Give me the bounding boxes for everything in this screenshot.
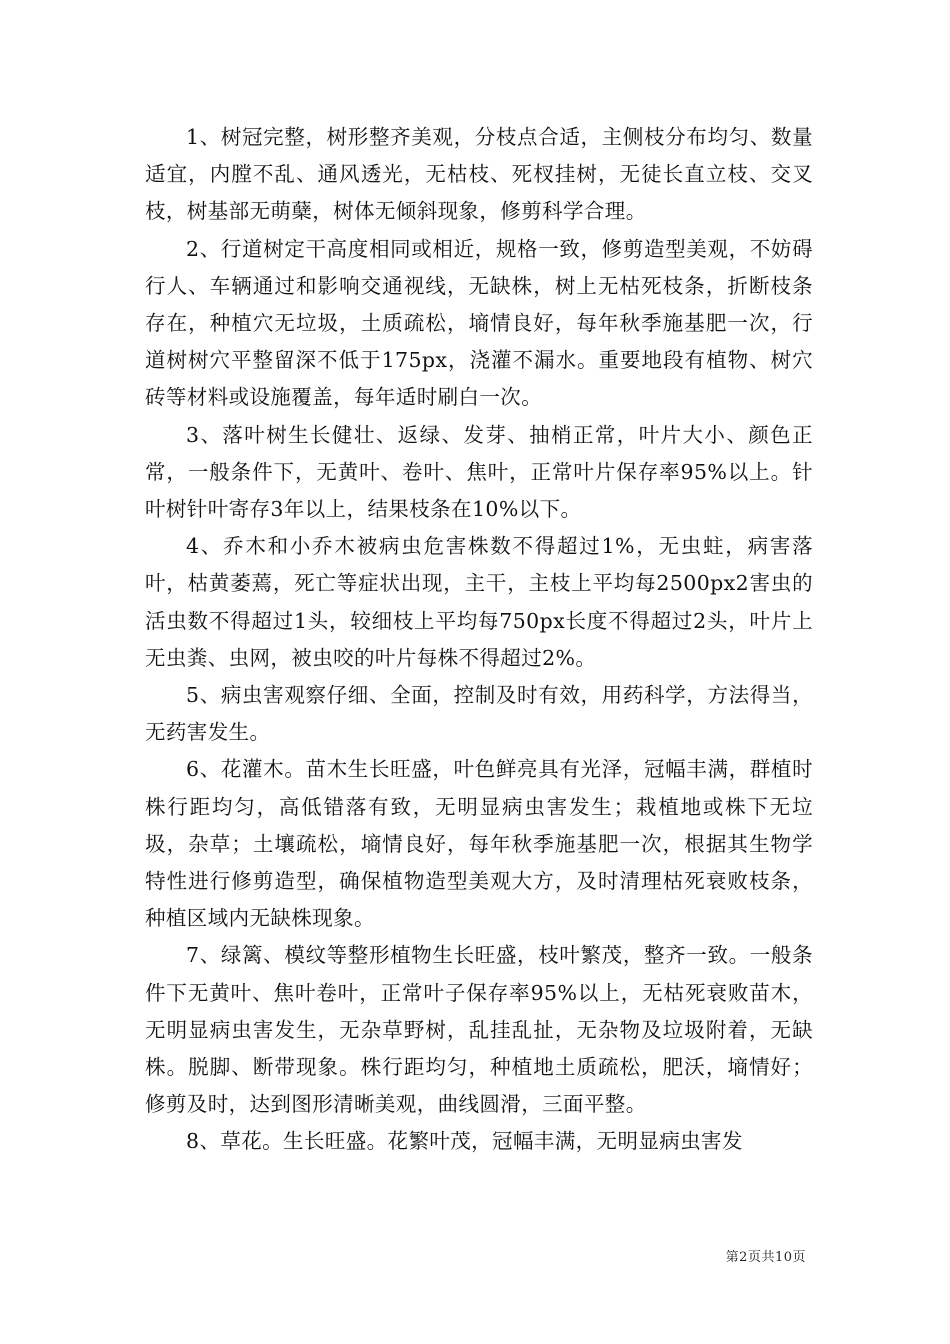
paragraph-3: 3、落叶树生长健壮、返绿、发芽、抽梢正常，叶片大小、颜色正常，一般条件下，无黄叶、卷叶、焦叶，正常叶片保存率95%以上。针叶树针叶寄存3年以上，结果枝条在10%以下。 [145,422,813,522]
paragraph-2: 2、行道树定干高度相同或相近，规格一致，修剪造型美观，不妨碍行人、车辆通过和影响交通视线，无缺株，树上无枯死枝条，折断枝条存在，种植穴无垃圾，土质疏松，墒情良好，每年秋季施基肥一次，行道树树穴平整留深不低于175px，浇灌不漏水。重要地段有植物、树穴砖等材料或设施覆盖，每年适时刷白一次。 [145,236,813,410]
paragraph-6: 6、花灌木。苗木生长旺盛，叶色鲜亮具有光泽，冠幅丰满，群植时株行距均匀，高低错落有致，无明显病虫害发生；栽植地或株下无垃圾，杂草；土壤疏松，墒情良好，每年秋季施基肥一次，根据其生物学特性进行修剪造型，确保植物造型美观大方，及时清理枯死衰败枝条，种植区域内无缺株现象。 [145,757,813,931]
document-body [145,119,813,1161]
paragraph-4: 4、乔木和小乔木被病虫危害株数不得超过1%，无虫蛀，病害落叶，枯黄萎蔫，死亡等症状出现，主干，主枝上平均每2500px2害虫的活虫数不得超过1头，较细枝上平均每750px长度不得超过2头，叶片上无虫粪、虫网，被虫咬的叶片每株不得超过2%。 [145,534,813,670]
page-number-footer: 第2页共10页 [725,1250,806,1265]
paragraph-7: 7、绿篱、模纹等整形植物生长旺盛，枝叶繁茂，整齐一致。一般条件下无黄叶、焦叶卷叶，正常叶子保存率95%以上，无枯死衰败苗木，无明显病虫害发生，无杂草野树，乱挂乱扯，无杂物及垃圾附着，无缺株。脱脚、断带现象。株行距均匀，种植地土质疏松，肥沃，墒情好；修剪及时，达到图形清晰美观，曲线圆滑，三面平整。 [145,943,813,1117]
paragraph-8: 8、草花。生长旺盛。花繁叶茂，冠幅丰满，无明显病虫害发 [186,1129,743,1154]
paragraph-1: 1、树冠完整，树形整齐美观，分枝点合适，主侧枝分布均匀、数量适宜，内膛不乱、通风透光，无枯枝、死杈挂树，无徒长直立枝、交叉枝，树基部无萌蘖，树体无倾斜现象，修剪科学合理。 [145,125,813,224]
paragraph-5: 5、病虫害观察仔细、全面，控制及时有效，用药科学，方法得当，无药害发生。 [145,683,813,745]
